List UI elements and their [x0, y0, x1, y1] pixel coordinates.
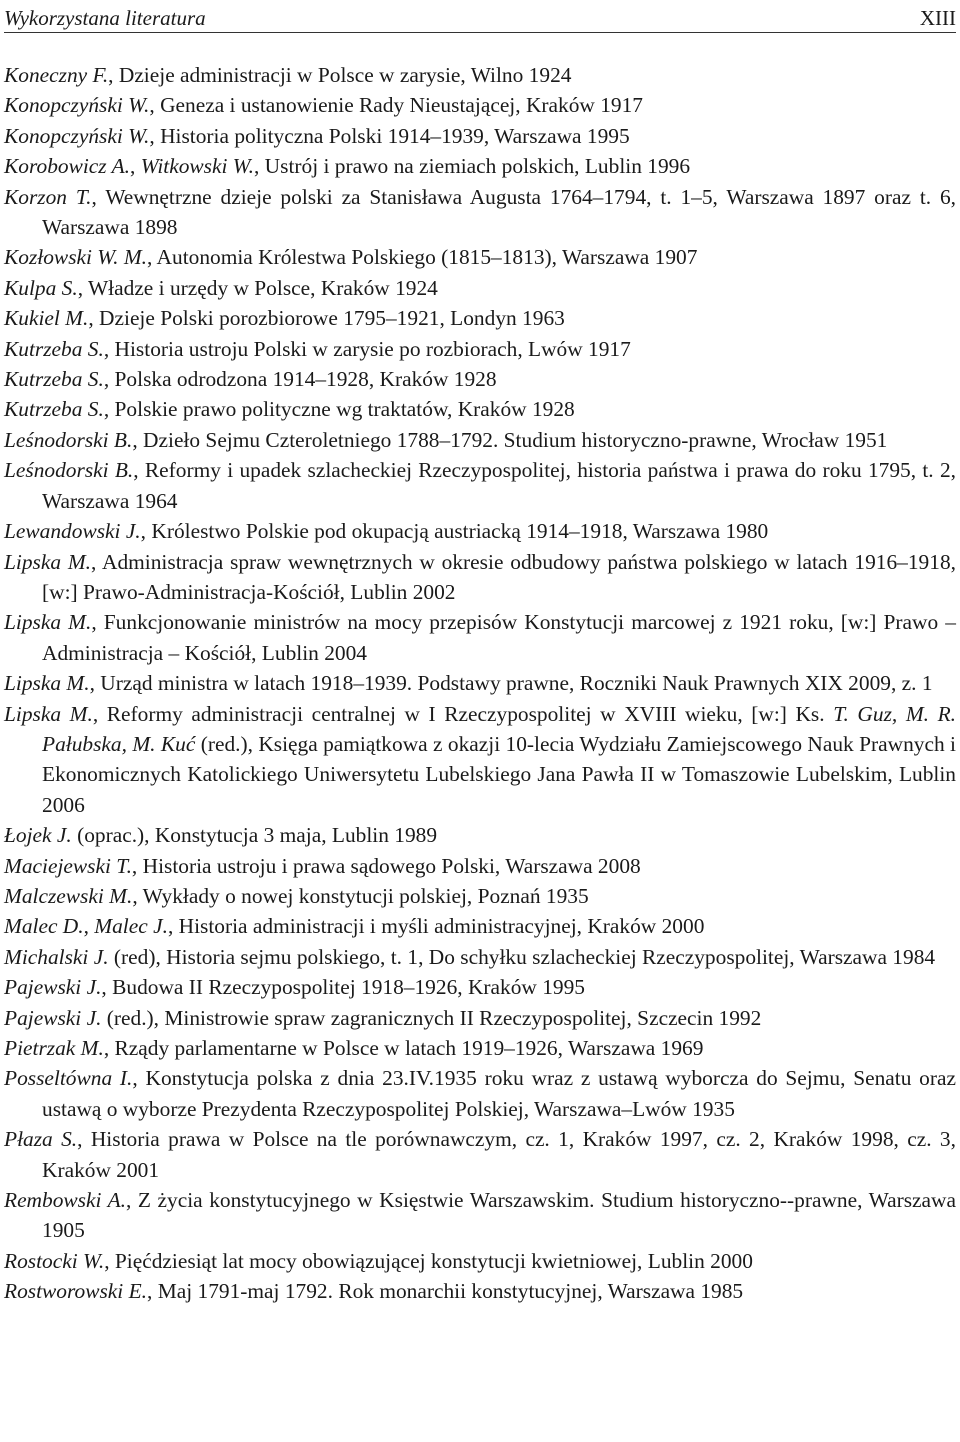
entry-author: Korzon T. [4, 184, 92, 209]
entry-author: Kutrzeba S. [4, 397, 104, 422]
entry-author: Lipska M. [4, 610, 92, 635]
entry-text: , Historia ustroju Polski w zarysie po rozbiorach, Lwów 1917 [103, 336, 631, 361]
entry-text: , Rządy parlamentarne w Polsce w latach 1919–1926, Warszawa 1969 [103, 1036, 704, 1060]
entry-author: Kulpa S. [4, 275, 78, 300]
entry-author: Pajewski J. [4, 975, 102, 1000]
bibliography-entry [4, 668, 956, 698]
bibliography-entry [4, 881, 956, 911]
entry-author: Pietrzak M. [4, 1036, 104, 1060]
entry-author: Lipska M. [4, 671, 90, 696]
bibliography-entry [4, 820, 956, 850]
bibliography-entry [4, 607, 956, 668]
entry-author: Płaza S. [4, 1127, 78, 1152]
entry-text-secondary: , Historia administracji i myśli administracyjnej, Kraków 2000 [167, 914, 705, 939]
entry-text: , Wewnętrzne dzieje polski za Stanisława Augusta 1764–1794, t. 1–5, Warszawa 1897 oraz t. 6, Warszawa 1898 [42, 184, 956, 240]
bibliography-entry [4, 90, 956, 120]
bibliography-entry [4, 425, 956, 455]
section-title: Wykorzystana literatura [4, 6, 206, 30]
entry-author: Lipska M. [4, 701, 93, 726]
entry-author: Lipska M. [4, 549, 92, 574]
entry-text-secondary: (red.), Księga pamiątkowa z okazji 10-lecia Wydziału Zamiejscowego Nauk Prawnych i Ekonomicznych Katolickiego Uniwersytetu Lubelskiego Jana Pawła II w Tomaszowie Lubelskim, Lublin 2006 [42, 731, 956, 817]
entry-text: , Dzieje Polski porozbiorowe 1795–1921, Londyn 1963 [88, 306, 565, 331]
entry-text: , Z życia konstytucyjnego w Księstwie Warszawskim. Studium historyczno--prawne, Warszawa 1905 [42, 1188, 956, 1243]
bibliography-entry [4, 182, 956, 243]
entry-author: Korobowicz A. [4, 154, 130, 179]
bibliography-entry [4, 455, 956, 516]
entry-author: Kutrzeba S. [4, 367, 104, 392]
entry-author: Lewandowski J. [4, 519, 141, 544]
entry-text: , Pięćdziesiąt lat mocy obowiązującej konstytucji kwietniowej, Lublin 2000 [104, 1248, 753, 1273]
entry-text: (red.), Ministrowie spraw zagranicznych II Rzeczypospolitej, Szczecin 1992 [101, 1005, 762, 1030]
entry-author: Łojek J. [4, 823, 72, 848]
entry-author: Michalski J. [4, 944, 109, 969]
entry-author: Rostworowski E. [4, 1279, 148, 1304]
entry-text: , Polskie prawo polityczne wg traktatów, Kraków 1928 [103, 397, 575, 422]
entry-text: , Urząd ministra w latach 1918–1939. Podstawy prawne, Roczniki Nauk Prawnych XIX 2009, z. 1 [89, 671, 933, 696]
entry-author: Malczewski M. [4, 883, 133, 908]
bibliography-list [4, 60, 956, 1307]
bibliography-entry [4, 547, 956, 608]
entry-author: Malec D. [4, 914, 84, 939]
entry-text: (oprac.), Konstytucja 3 maja, Lublin 1989 [71, 823, 438, 848]
entry-text: , Wykłady o nowej konstytucji polskiej, Poznań 1935 [132, 883, 589, 908]
entry-text: , Maj 1791-maj 1792. Rok monarchii konstytucyjnej, Warszawa 1985 [147, 1279, 744, 1304]
bibliography-entry [4, 1276, 956, 1306]
bibliography-entry [4, 121, 956, 151]
bibliography-entry [4, 364, 956, 394]
entry-text: , Konstytucja polska z dnia 23.IV.1935 roku wraz z ustawą wyborcza do Sejmu, Senatu oraz ustawą o wyborze Prezydenta Rzeczypospolitej Polskiej, Warszawa–Lwów 1935 [42, 1066, 956, 1121]
bibliography-entry [4, 394, 956, 424]
entry-text: , Dzieje administracji w Polsce w zarysie, Wilno 1924 [108, 63, 572, 87]
entry-author-secondary: Malec J. [94, 914, 168, 939]
bibliography-entry [4, 242, 956, 272]
entry-text: , [83, 914, 95, 939]
entry-text: , [129, 154, 141, 179]
entry-text: , Funkcjonowanie ministrów na mocy przepisów Konstytucji marcowej z 1921 roku, [w:] Prawo – Administracja – Kościół, Lublin 2004 [42, 610, 956, 665]
bibliography-entry [4, 303, 956, 333]
bibliography-entry [4, 699, 956, 821]
entry-author: Maciejewski T. [4, 853, 132, 878]
bibliography-entry [4, 972, 956, 1002]
entry-text-secondary: , Ustrój i prawo na ziemiach polskich, Lublin 1996 [253, 154, 691, 179]
running-header [4, 0, 956, 33]
bibliography-entry [4, 1246, 956, 1276]
entry-author-secondary: Witkowski W. [140, 154, 254, 179]
bibliography-entry [4, 942, 956, 972]
entry-author-secondary: T. Guz, M. R. Pałubska, M. Kuć [42, 701, 956, 756]
entry-text: , Historia ustroju i prawa sądowego Polski, Warszawa 2008 [131, 853, 641, 878]
bibliography-entry [4, 911, 956, 941]
entry-author: Leśnodorski B. [4, 458, 134, 483]
entry-text: , Reformy i upadek szlacheckiej Rzeczypospolitej, historia państwa i prawa do roku 1795, t. 2, Warszawa 1964 [42, 458, 956, 513]
bibliography-entry [4, 516, 956, 546]
entry-author: Kukiel M. [4, 306, 89, 331]
bibliography-entry [4, 151, 956, 181]
entry-text: , Polska odrodzona 1914–1928, Kraków 1928 [103, 367, 497, 392]
entry-author: Kutrzeba S. [4, 336, 104, 361]
bibliography-entry [4, 1124, 956, 1185]
entry-text: , Administracja spraw wewnętrznych w okresie odbudowy państwa polskiego w latach 1916–1918, [w:] Prawo-Administracja-Kościół, Lublin 2002 [42, 549, 956, 604]
entry-author: Rembowski A. [4, 1188, 127, 1213]
entry-text: , Królestwo Polskie pod okupacją austriacką 1914–1918, Warszawa 1980 [140, 519, 769, 544]
entry-author: Kozłowski W. M. [4, 245, 148, 270]
entry-text: , Geneza i ustanowienie Rady Nieustającej, Kraków 1917 [149, 93, 643, 118]
bibliography-entry [4, 1185, 956, 1246]
entry-text: , Dzieło Sejmu Czteroletniego 1788–1792. Studium historyczno-prawne, Wrocław 1951 [132, 427, 888, 452]
entry-text: , Autonomia Królestwa Polskiego (1815–1813), Warszawa 1907 [147, 245, 698, 270]
entry-author: Konopczyński W. [4, 123, 150, 148]
entry-text: , Budowa II Rzeczypospolitej 1918–1926, Kraków 1995 [101, 975, 585, 1000]
page-number: XIII [919, 6, 956, 30]
entry-author: Rostocki W. [4, 1248, 105, 1273]
bibliography-entry [4, 60, 956, 90]
entry-text: , Historia prawa w Polsce na tle porównawczym, cz. 1, Kraków 1997, cz. 2, Kraków 1998, cz. 3, Kraków 2001 [42, 1127, 956, 1182]
bibliography-entry [4, 1003, 956, 1033]
entry-text: , Reformy administracji centralnej w I Rzeczypospolitej w XVIII wieku, [w:] Ks. [92, 701, 834, 726]
entry-text: , Historia polityczna Polski 1914–1939, Warszawa 1995 [149, 123, 630, 148]
entry-author: Posseltówna I. [4, 1066, 133, 1091]
entry-text: , Władze i urzędy w Polsce, Kraków 1924 [77, 275, 438, 300]
bibliography-entry [4, 334, 956, 364]
entry-author: Koneczny F. [4, 63, 109, 87]
entry-author: Leśnodorski B. [4, 427, 133, 452]
entry-author: Konopczyński W. [4, 93, 150, 118]
bibliography-entry [4, 1033, 956, 1063]
entry-author: Pajewski J. [4, 1005, 102, 1030]
bibliography-entry [4, 1063, 956, 1124]
bibliography-entry [4, 273, 956, 303]
entry-text: (red), Historia sejmu polskiego, t. 1, Do schyłku szlacheckiej Rzeczypospolitej, Warszawa 1984 [108, 944, 936, 969]
bibliography-entry [4, 851, 956, 881]
